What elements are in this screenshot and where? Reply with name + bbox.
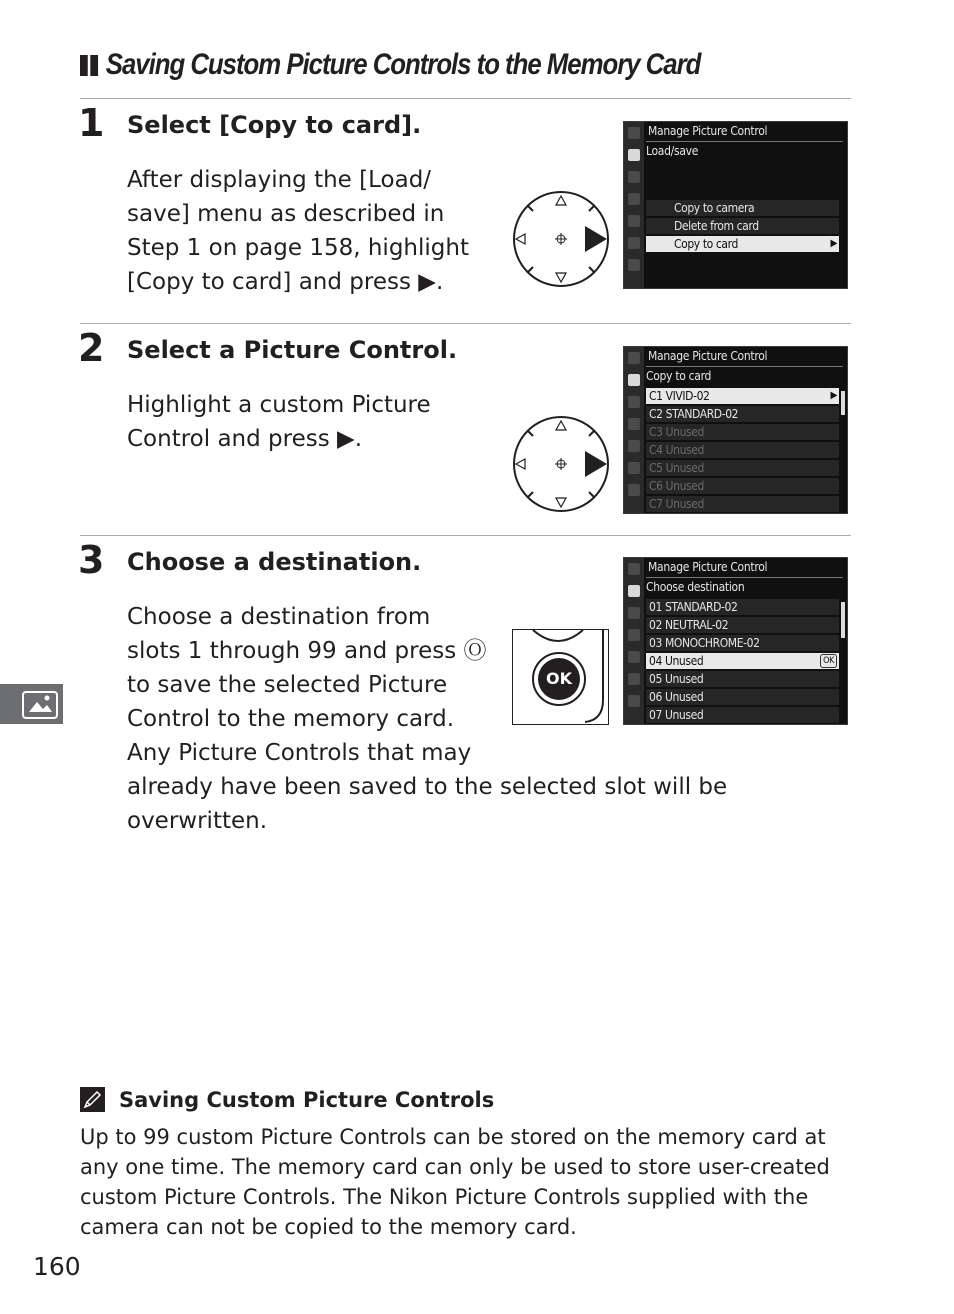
divider: [80, 323, 851, 324]
menu-item: Copy to camera: [646, 200, 839, 216]
page-number: 160: [33, 1252, 81, 1281]
step-body: [127, 163, 469, 299]
pencil-note-icon: [80, 1087, 105, 1112]
menu-item-selected: 04 Unused OK: [646, 653, 839, 669]
screen-title: Manage Picture Control: [648, 349, 768, 363]
menu-item-selected: C1 VIVID-02 ▶: [646, 388, 839, 404]
multi-selector-right-icon: [511, 414, 611, 514]
section-title: [80, 48, 700, 82]
step-heading: Select a Picture Control.: [127, 336, 458, 364]
menu-item: 03 MONOCHROME-02: [646, 635, 839, 651]
menu-item: 06 Unused: [646, 689, 839, 705]
menu-item: C7 Unused: [646, 496, 839, 512]
step-number: 3: [78, 538, 105, 582]
multi-selector-right-icon: [511, 189, 611, 289]
body-line: slots 1 through 99 and press Ⓞ: [127, 638, 487, 664]
screen-subtitle: Load/save: [646, 144, 699, 158]
step-body: [127, 388, 431, 456]
step-number: 1: [78, 101, 105, 145]
divider: [80, 98, 851, 99]
menu-item: 02 NEUTRAL-02: [646, 617, 839, 633]
arrow-right-icon: ▶: [830, 238, 837, 249]
camera-menu-screen: [623, 557, 848, 725]
arrow-right-icon: ▶: [830, 390, 837, 401]
menu-item: C2 STANDARD-02: [646, 406, 839, 422]
screen-subtitle: Choose destination: [646, 580, 745, 594]
scrollbar: [841, 391, 845, 415]
body-line: Highlight a custom Picture: [127, 392, 431, 418]
divider: [80, 535, 851, 536]
body-line: save] menu as described in: [127, 201, 445, 227]
menu-item: C3 Unused: [646, 424, 839, 440]
body-line: Any Picture Controls that may: [127, 740, 472, 766]
body-line: to save the selected Picture: [127, 672, 448, 698]
ok-button-label: OK: [546, 669, 572, 688]
step-number: 2: [78, 326, 105, 370]
menu-tabs: [624, 347, 644, 513]
scrollbar: [841, 602, 845, 638]
screen-title: Manage Picture Control: [648, 560, 768, 574]
body-line: Choose a destination from: [127, 604, 431, 630]
ok-button-illustration: [512, 629, 609, 725]
menu-tabs: [624, 122, 644, 288]
step-heading: Choose a destination.: [127, 548, 422, 576]
menu-item: C6 Unused: [646, 478, 839, 494]
menu-item: Delete from card: [646, 218, 839, 234]
body-line: already have been saved to the selected slot will be: [127, 774, 728, 800]
body-line: Step 1 on page 158, highlight: [127, 235, 469, 261]
screen-title: Manage Picture Control: [648, 124, 768, 138]
note-heading: Saving Custom Picture Controls: [119, 1088, 495, 1112]
picture-control-icon: [0, 684, 63, 724]
body-line: overwritten.: [127, 808, 268, 834]
body-line: After displaying the [Load/: [127, 167, 432, 193]
menu-item: C5 Unused: [646, 460, 839, 476]
menu-item: 01 STANDARD-02: [646, 599, 839, 615]
menu-item-selected: Copy to card ▶: [646, 236, 839, 252]
note-body: Up to 99 custom Picture Controls can be stored on the memory card at any one time. The memory card can only be used to store user-created custom Picture Controls. The Nikon Picture Controls supplied with the camera can not be copied to the memory card.: [80, 1125, 830, 1239]
menu-tabs: [624, 558, 644, 724]
step-heading: Select [Copy to card].: [127, 111, 422, 139]
ok-badge: OK: [820, 654, 837, 668]
camera-menu-screen: [623, 346, 848, 514]
section-title-text: Saving Custom Picture Controls to the Memory Card: [105, 48, 701, 81]
body-line: [Copy to card] and press ▶.: [127, 269, 444, 295]
body-line: Control to the memory card.: [127, 706, 455, 732]
menu-item: C4 Unused: [646, 442, 839, 458]
body-line: Control and press ▶.: [127, 426, 363, 452]
camera-menu-screen: [623, 121, 848, 289]
screen-subtitle: Copy to card: [646, 369, 712, 383]
chapter-tab: [0, 684, 63, 724]
menu-item: 07 Unused: [646, 707, 839, 723]
section-marker-icon: [80, 48, 101, 82]
menu-item: 05 Unused: [646, 671, 839, 687]
